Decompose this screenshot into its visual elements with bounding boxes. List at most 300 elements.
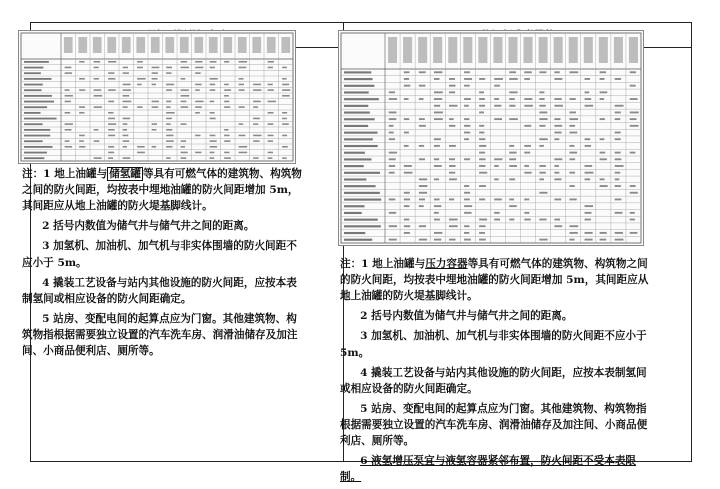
cell-mark	[479, 138, 485, 140]
cell-mark	[630, 125, 639, 127]
row-label-mark	[24, 78, 52, 80]
cell-mark	[404, 192, 410, 194]
cell-mark	[585, 165, 593, 167]
row-label-mark	[344, 118, 375, 120]
cell-mark	[166, 72, 171, 74]
cell-mark	[434, 165, 442, 167]
cell-mark	[615, 185, 621, 187]
cell-mark	[195, 112, 200, 114]
cell-mark	[449, 105, 457, 107]
header-label-mark	[107, 37, 116, 53]
cell-mark	[494, 118, 502, 120]
cell-mark	[181, 89, 189, 91]
cell-mark	[494, 178, 499, 180]
cell-mark	[494, 198, 502, 200]
cell-mark	[181, 61, 188, 63]
cell-mark	[479, 158, 485, 160]
cell-mark	[569, 111, 576, 113]
cell-mark	[449, 178, 457, 180]
row-label-mark	[24, 89, 42, 91]
cell-mark	[253, 84, 261, 86]
cell-mark	[108, 135, 115, 137]
cell-mark	[389, 239, 397, 241]
cell-mark	[554, 198, 561, 200]
header-label-mark	[478, 37, 487, 63]
cell-mark	[268, 67, 273, 69]
note-4: 4 撬装工艺设备与站内其他设施的防火间距，应按本表制氢间或相应设备的防火间距确定。	[22, 276, 297, 305]
cell-mark	[479, 239, 486, 241]
cell-mark	[449, 158, 455, 160]
cell-mark	[108, 129, 114, 131]
cell-mark	[479, 185, 486, 187]
cell-mark	[615, 212, 623, 214]
cell-mark	[282, 118, 287, 120]
header-label-mark	[403, 37, 412, 63]
cell-mark	[539, 239, 547, 241]
cell-mark	[585, 232, 593, 234]
cell-mark	[600, 98, 605, 100]
cell-mark	[152, 123, 157, 125]
cell-mark	[569, 158, 575, 160]
cell-mark	[239, 67, 247, 69]
cell-mark	[94, 95, 103, 97]
cell-mark	[181, 157, 187, 159]
cell-mark	[65, 67, 72, 69]
cell-mark	[509, 165, 517, 167]
cell-mark	[166, 129, 172, 131]
current-code-notes	[22, 166, 302, 363]
cell-mark	[166, 140, 174, 142]
cell-mark	[630, 152, 636, 154]
cell-mark	[389, 125, 394, 127]
cell-mark	[585, 239, 593, 241]
cell-mark	[524, 145, 531, 147]
header-label-mark	[448, 37, 457, 63]
header-label-mark	[64, 37, 73, 53]
cell-mark	[419, 178, 427, 180]
cell-mark	[434, 118, 443, 120]
cell-mark	[404, 172, 413, 174]
note-4: 4 撬装工艺设备与站内其他设施的防火间距，应按本表制氢间或相应设备的防火间距确定。	[340, 366, 647, 395]
header-label-mark	[281, 37, 290, 53]
row-label-mark	[344, 178, 366, 180]
cell-mark	[65, 101, 71, 103]
cell-mark	[464, 132, 470, 134]
cell-mark	[210, 61, 217, 63]
row-label-mark	[24, 72, 41, 74]
header-label-mark	[136, 37, 145, 53]
cell-mark	[434, 232, 442, 234]
row-label-mark	[344, 165, 364, 167]
cell-mark	[389, 172, 395, 174]
cell-mark	[464, 205, 472, 207]
cell-mark	[569, 239, 574, 241]
cell-mark	[210, 67, 215, 69]
cell-mark	[539, 98, 544, 100]
cell-mark	[253, 89, 261, 91]
cell-mark	[464, 85, 470, 87]
cell-mark	[137, 146, 145, 148]
cell-mark	[615, 118, 621, 120]
cell-mark	[464, 239, 471, 241]
cell-mark	[268, 140, 273, 142]
cell-mark	[615, 132, 621, 134]
cell-mark	[181, 152, 188, 154]
cell-mark	[166, 101, 171, 103]
row-label-mark	[24, 112, 41, 114]
cell-mark	[539, 192, 547, 194]
header-label-mark	[209, 37, 218, 53]
cell-mark	[554, 219, 560, 221]
cell-mark	[224, 106, 230, 108]
cell-mark	[434, 212, 439, 214]
cell-mark	[282, 89, 290, 91]
cell-mark	[268, 101, 276, 103]
cell-mark	[181, 67, 189, 69]
cell-mark	[224, 95, 229, 97]
cell-mark	[554, 225, 562, 227]
cell-mark	[268, 84, 273, 86]
cell-mark	[404, 165, 412, 167]
cell-mark	[464, 158, 470, 160]
cell-mark	[464, 225, 469, 227]
cell-mark	[464, 125, 470, 127]
cell-mark	[419, 125, 426, 127]
cell-mark	[79, 135, 85, 137]
cell-mark	[108, 72, 114, 74]
cell-mark	[479, 98, 485, 100]
header-label-mark	[463, 37, 472, 63]
cell-mark	[181, 95, 190, 97]
cell-mark	[585, 91, 590, 93]
cell-mark	[524, 172, 531, 174]
cell-mark	[479, 91, 484, 93]
cell-mark	[389, 165, 395, 167]
cell-mark	[123, 140, 130, 142]
row-label-mark	[344, 192, 380, 194]
cell-mark	[509, 219, 514, 221]
cell-mark	[404, 78, 409, 80]
cell-mark	[210, 112, 215, 114]
cell-mark	[152, 84, 156, 86]
cell-mark	[494, 78, 503, 80]
cell-mark	[524, 152, 530, 154]
cell-mark	[108, 78, 115, 80]
cell-mark	[494, 165, 499, 167]
row-label-mark	[344, 198, 381, 200]
cell-mark	[239, 152, 248, 154]
cell-mark	[585, 178, 591, 180]
cell-mark	[585, 138, 591, 140]
row-label-mark	[24, 123, 43, 125]
header-label-mark	[584, 37, 593, 63]
header-label-mark	[433, 37, 442, 63]
row-label-mark	[344, 239, 372, 241]
cell-mark	[210, 140, 217, 142]
cell-mark	[554, 172, 559, 174]
cell-mark	[479, 132, 484, 134]
cell-mark	[615, 239, 624, 241]
cell-mark	[539, 138, 547, 140]
header-label-mark	[599, 37, 608, 63]
cell-mark	[524, 198, 529, 200]
cell-mark	[123, 135, 129, 137]
cell-mark	[181, 146, 185, 148]
cell-mark	[253, 118, 260, 120]
cell-mark	[108, 157, 113, 159]
cell-mark	[434, 158, 439, 160]
cell-mark	[600, 185, 608, 187]
cell-mark	[137, 152, 145, 154]
cell-mark	[615, 198, 622, 200]
cell-mark	[419, 118, 425, 120]
row-label-mark	[344, 138, 373, 140]
cell-mark	[79, 106, 85, 108]
cell-mark	[615, 111, 621, 113]
cell-mark	[630, 111, 639, 113]
cell-mark	[282, 135, 287, 137]
cell-mark	[268, 157, 273, 159]
cell-mark	[524, 78, 530, 80]
cell-mark	[554, 138, 559, 140]
header-label-mark	[122, 37, 131, 53]
cell-mark	[434, 98, 442, 100]
cell-mark	[464, 118, 469, 120]
cell-mark	[389, 111, 397, 113]
row-label-mark	[24, 118, 57, 120]
header-label-mark	[388, 37, 397, 63]
cell-mark	[268, 135, 274, 137]
cell-mark	[253, 106, 258, 108]
cell-mark	[181, 106, 189, 108]
cell-mark	[600, 152, 606, 154]
header-label-mark	[238, 37, 247, 53]
cell-mark	[108, 146, 114, 148]
cell-mark	[554, 158, 562, 160]
cell-mark	[419, 71, 426, 73]
cell-mark	[539, 111, 547, 113]
cell-mark	[210, 78, 218, 80]
row-label-mark	[344, 212, 362, 214]
cell-mark	[600, 239, 607, 241]
cell-mark	[282, 146, 288, 148]
cell-mark	[224, 129, 228, 131]
cell-mark	[152, 78, 158, 80]
cell-mark	[79, 140, 84, 142]
cell-mark	[239, 135, 246, 137]
cell-mark	[224, 101, 229, 103]
cell-mark	[585, 219, 591, 221]
cell-mark	[615, 105, 624, 107]
cell-mark	[108, 61, 116, 63]
cell-mark	[224, 140, 230, 142]
cell-mark	[585, 212, 592, 214]
row-label-mark	[344, 111, 370, 113]
cell-mark	[404, 132, 409, 134]
cell-mark	[419, 98, 424, 100]
cell-mark	[494, 158, 502, 160]
cell-mark	[389, 91, 395, 93]
cell-mark	[389, 138, 395, 140]
cell-mark	[539, 71, 546, 73]
cell-mark	[166, 146, 172, 148]
cell-mark	[253, 123, 258, 125]
cell-mark	[419, 85, 426, 87]
cell-mark	[630, 85, 636, 87]
cell-mark	[524, 212, 529, 214]
cell-mark	[434, 78, 440, 80]
row-label-mark	[344, 158, 371, 160]
cell-mark	[464, 71, 470, 73]
cell-mark	[268, 123, 274, 125]
cell-mark	[569, 125, 575, 127]
header-label-mark	[524, 37, 533, 63]
note-5: 5 站房、变配电间的起算点应为门窗。其他建筑物、构筑物指根据需要独立设置的汽车洗车房、润滑油储存及加注间、小商品便利店、厕所等。	[22, 312, 298, 358]
cell-mark	[239, 123, 244, 125]
cell-mark	[554, 178, 561, 180]
cell-mark	[554, 105, 563, 107]
cell-mark	[404, 71, 410, 73]
cell-mark	[389, 152, 397, 154]
cell-mark	[569, 132, 577, 134]
note-6-added: 6 液氢增压泵宜与液氢容器紧邻布置，防火间距不受本表限制。	[340, 455, 637, 484]
header-label-mark	[267, 37, 276, 53]
row-label-mark	[24, 157, 44, 159]
cell-mark	[210, 118, 216, 120]
cell-mark	[615, 138, 621, 140]
cell-mark	[181, 78, 186, 80]
cell-mark	[404, 85, 410, 87]
header-label-mark	[629, 37, 638, 63]
cell-mark	[615, 172, 621, 174]
cell-mark	[195, 72, 201, 74]
cell-mark	[600, 71, 607, 73]
cell-mark	[253, 135, 261, 137]
cell-mark	[94, 78, 99, 80]
header-label-mark	[223, 37, 232, 53]
cell-mark	[224, 152, 229, 154]
cell-mark	[509, 198, 514, 200]
cell-mark	[404, 145, 409, 147]
cell-mark	[539, 172, 546, 174]
cell-mark	[166, 112, 174, 114]
cell-mark	[630, 232, 638, 234]
cell-mark	[123, 157, 131, 159]
note-2: 2 括号内数值为储气井与储气井之间的距离。	[42, 220, 255, 233]
cell-mark	[224, 157, 231, 159]
cell-mark	[464, 98, 471, 100]
cell-mark	[479, 219, 487, 221]
cell-mark	[239, 146, 248, 148]
cell-mark	[464, 192, 470, 194]
cell-mark	[509, 105, 515, 107]
cell-mark	[123, 129, 127, 131]
cell-mark	[282, 157, 286, 159]
cell-mark	[509, 91, 517, 93]
cell-mark	[65, 95, 73, 97]
cell-mark	[539, 219, 546, 221]
cell-mark	[108, 89, 116, 91]
cell-mark	[554, 118, 560, 120]
header-label-mark	[508, 37, 517, 63]
cell-mark	[389, 198, 396, 200]
cell-mark	[152, 146, 156, 148]
cell-mark	[123, 101, 132, 103]
cell-mark	[615, 158, 622, 160]
cell-mark	[615, 232, 623, 234]
row-label-mark	[344, 145, 378, 147]
cell-mark	[569, 232, 577, 234]
cell-mark	[239, 106, 245, 108]
cell-mark	[282, 112, 287, 114]
cell-mark	[464, 105, 469, 107]
cell-mark	[282, 78, 286, 80]
cell-mark	[224, 61, 229, 63]
cell-mark	[224, 84, 229, 86]
cell-mark	[630, 212, 635, 214]
row-label-mark	[344, 78, 372, 80]
cell-mark	[210, 135, 216, 137]
cell-mark	[585, 105, 594, 107]
cell-mark	[630, 118, 637, 120]
cell-mark	[509, 178, 515, 180]
cell-mark	[600, 178, 605, 180]
cell-mark	[509, 158, 516, 160]
cell-mark	[195, 152, 201, 154]
cell-mark	[434, 205, 441, 207]
cell-mark	[539, 105, 545, 107]
cell-mark	[181, 140, 186, 142]
cell-mark	[554, 165, 559, 167]
row-label-mark	[344, 232, 365, 234]
current-code-table-image	[18, 30, 296, 164]
cell-mark	[615, 152, 621, 154]
cell-mark	[404, 198, 410, 200]
header-label-mark	[418, 37, 427, 63]
cell-mark	[239, 78, 244, 80]
row-label-mark	[344, 219, 378, 221]
cell-mark	[600, 158, 607, 160]
cell-mark	[166, 123, 171, 125]
cell-mark	[524, 165, 529, 167]
cell-mark	[79, 89, 85, 91]
cell-mark	[108, 118, 115, 120]
cell-mark	[585, 78, 591, 80]
cell-mark	[389, 98, 397, 100]
cell-mark	[79, 61, 84, 63]
header-label-mark	[614, 37, 623, 63]
row-label-mark	[344, 205, 364, 207]
cell-mark	[479, 145, 486, 147]
header-label-mark	[539, 37, 548, 63]
cell-mark	[509, 98, 515, 100]
cell-mark	[479, 198, 485, 200]
cell-mark	[210, 84, 216, 86]
cell-mark	[494, 98, 499, 100]
cell-mark	[524, 219, 530, 221]
cell-mark	[569, 118, 578, 120]
cell-mark	[449, 125, 455, 127]
cell-mark	[600, 78, 605, 80]
cell-mark	[166, 135, 173, 137]
header-label-mark	[569, 37, 578, 63]
cell-mark	[479, 225, 485, 227]
cell-mark	[434, 71, 442, 73]
cell-mark	[569, 225, 578, 227]
cell-mark	[210, 89, 216, 91]
cell-mark	[94, 67, 99, 69]
cell-mark	[585, 205, 593, 207]
